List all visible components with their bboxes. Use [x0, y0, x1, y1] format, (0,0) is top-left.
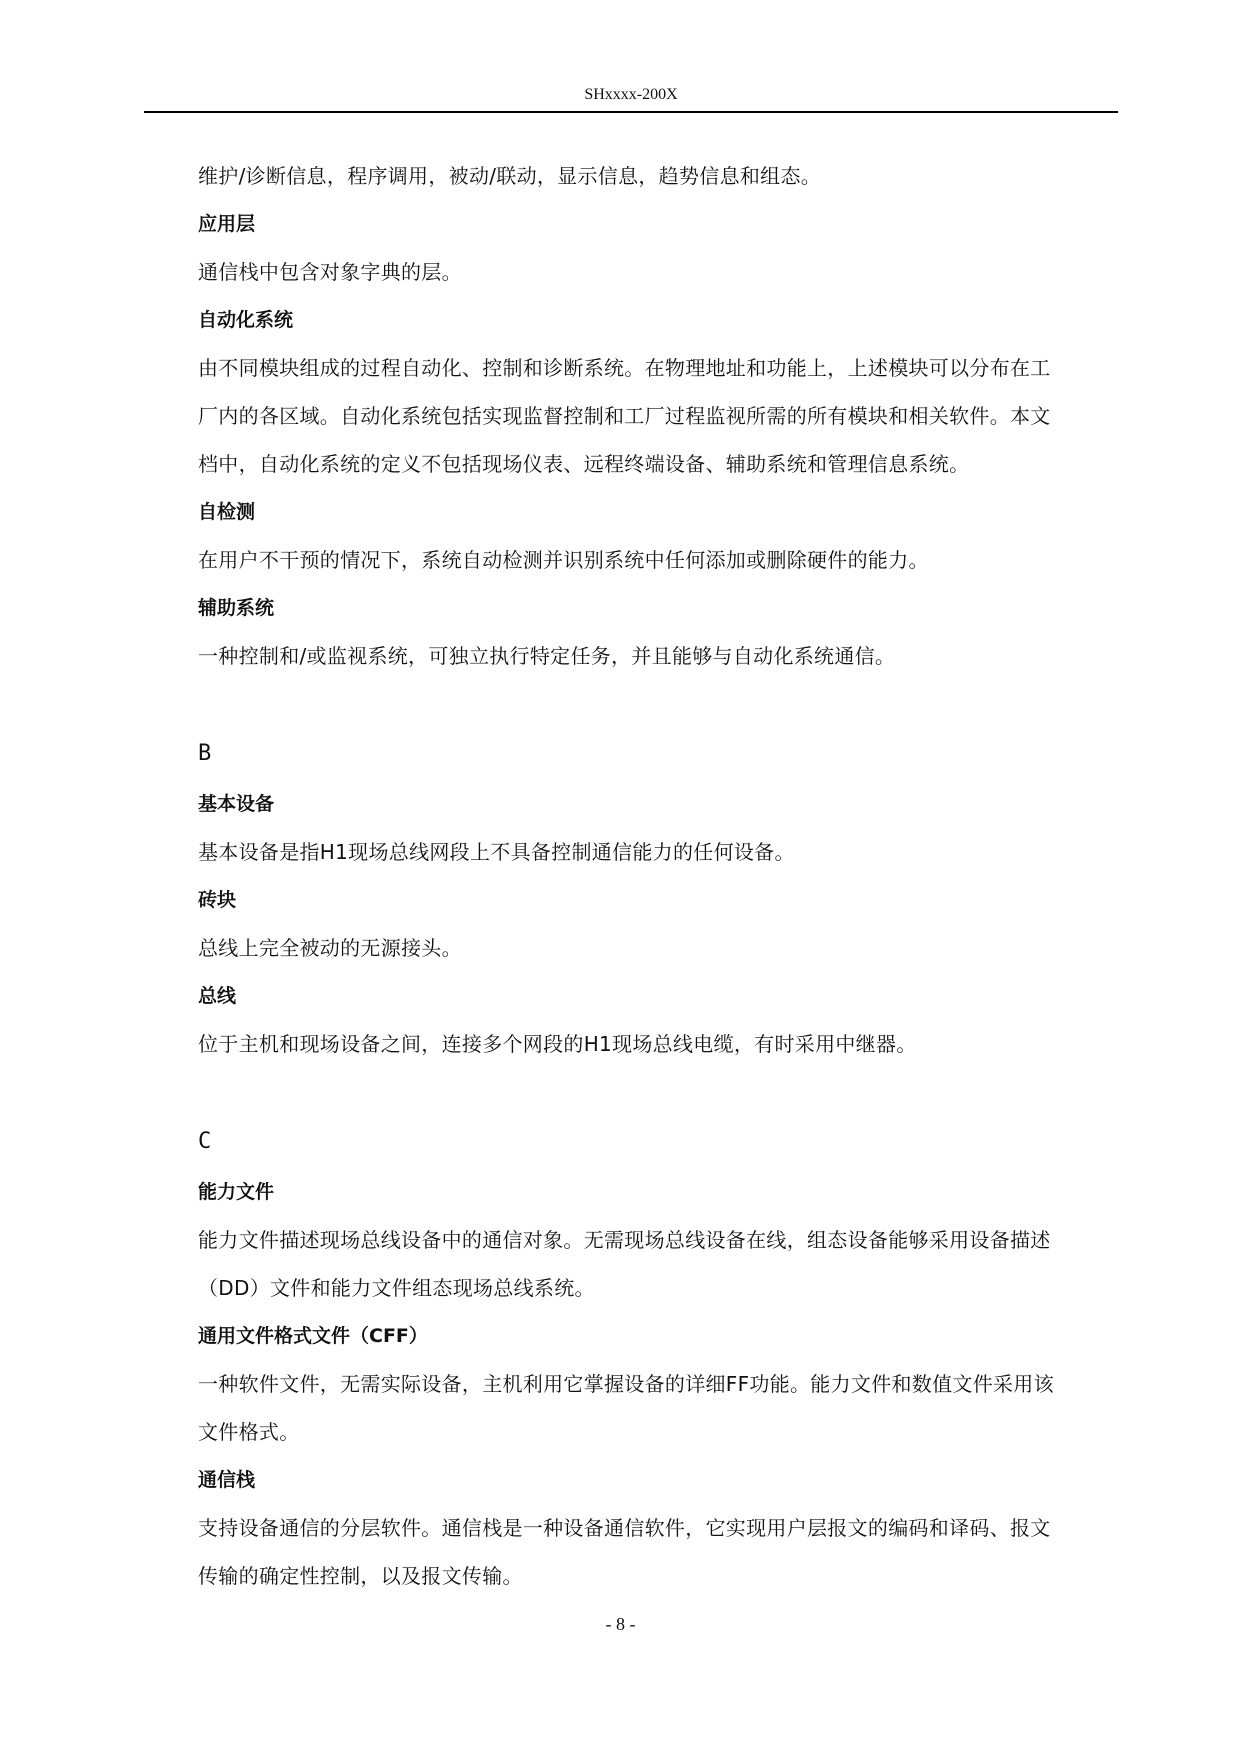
definition-line: 通信栈中包含对象字典的层。	[198, 260, 462, 284]
term-heading: 砖块	[198, 889, 237, 911]
term-heading: 辅助系统	[198, 597, 275, 619]
definition-line: 在用户不干预的情况下，系统自动检测并识别系统中任何添加或删除硬件的能力。	[198, 548, 929, 572]
definition-line: 能力文件描述现场总线设备中的通信对象。无需现场总线设备在线，组态设备能够采用设备描述	[198, 1228, 1051, 1252]
section-a	[198, 200, 1118, 680]
definition-line: （DD）文件和能力文件组态现场总线系统。	[198, 1276, 595, 1300]
definition-line: 基本设备是指H1现场总线网段上不具备控制通信能力的任何设备。	[198, 840, 795, 864]
definition-line: 位于主机和现场设备之间，连接多个网段的H1现场总线电缆，有时采用中继器。	[198, 1032, 917, 1056]
page-number: - 8 -	[605, 1614, 636, 1634]
section-letter: B	[198, 741, 212, 766]
definition-line: 档中，自动化系统的定义不包括现场仪表、远程终端设备、辅助系统和管理信息系统。	[198, 452, 970, 476]
definition-line: 由不同模块组成的过程自动化、控制和诊断系统。在物理地址和功能上，上述模块可以分布在工	[198, 356, 1051, 380]
section-letter: C	[198, 1129, 212, 1154]
definition-line: 厂内的各区域。自动化系统包括实现监督控制和工厂过程监视所需的所有模块和相关软件。本文	[198, 404, 1051, 428]
definition-line: 一种控制和/或监视系统，可独立执行特定任务，并且能够与自动化系统通信。	[198, 644, 896, 668]
definition-line: 一种软件文件，无需实际设备，主机利用它掌握设备的详细FF功能。能力文件和数值文件采用该	[198, 1372, 1054, 1396]
term-heading: 总线	[198, 985, 237, 1007]
running-header: SHxxxx-200X	[584, 86, 678, 103]
term-heading: 能力文件	[198, 1181, 275, 1203]
term-heading: 自动化系统	[198, 309, 294, 331]
term-heading: 基本设备	[198, 793, 275, 815]
section-c	[198, 1116, 1118, 1600]
page-body	[198, 152, 1118, 1600]
term-heading: 应用层	[198, 213, 256, 235]
definition-line: 传输的确定性控制，以及报文传输。	[198, 1564, 523, 1588]
term-heading: 自检测	[198, 501, 256, 523]
header-rule	[144, 111, 1118, 113]
section-spacer	[198, 680, 1118, 728]
section-b	[198, 728, 1118, 1068]
term-heading: 通信栈	[198, 1469, 256, 1491]
definition-line: 文件格式。	[198, 1420, 300, 1444]
definition-line: 总线上完全被动的无源接头。	[198, 936, 462, 960]
intro-paragraph: 维护/诊断信息，程序调用，被动/联动，显示信息，趋势信息和组态。	[198, 164, 822, 188]
definition-line: 支持设备通信的分层软件。通信栈是一种设备通信软件，它实现用户层报文的编码和译码、报文	[198, 1516, 1051, 1540]
term-heading: 通用文件格式文件（CFF）	[198, 1325, 428, 1347]
section-spacer	[198, 1068, 1118, 1116]
